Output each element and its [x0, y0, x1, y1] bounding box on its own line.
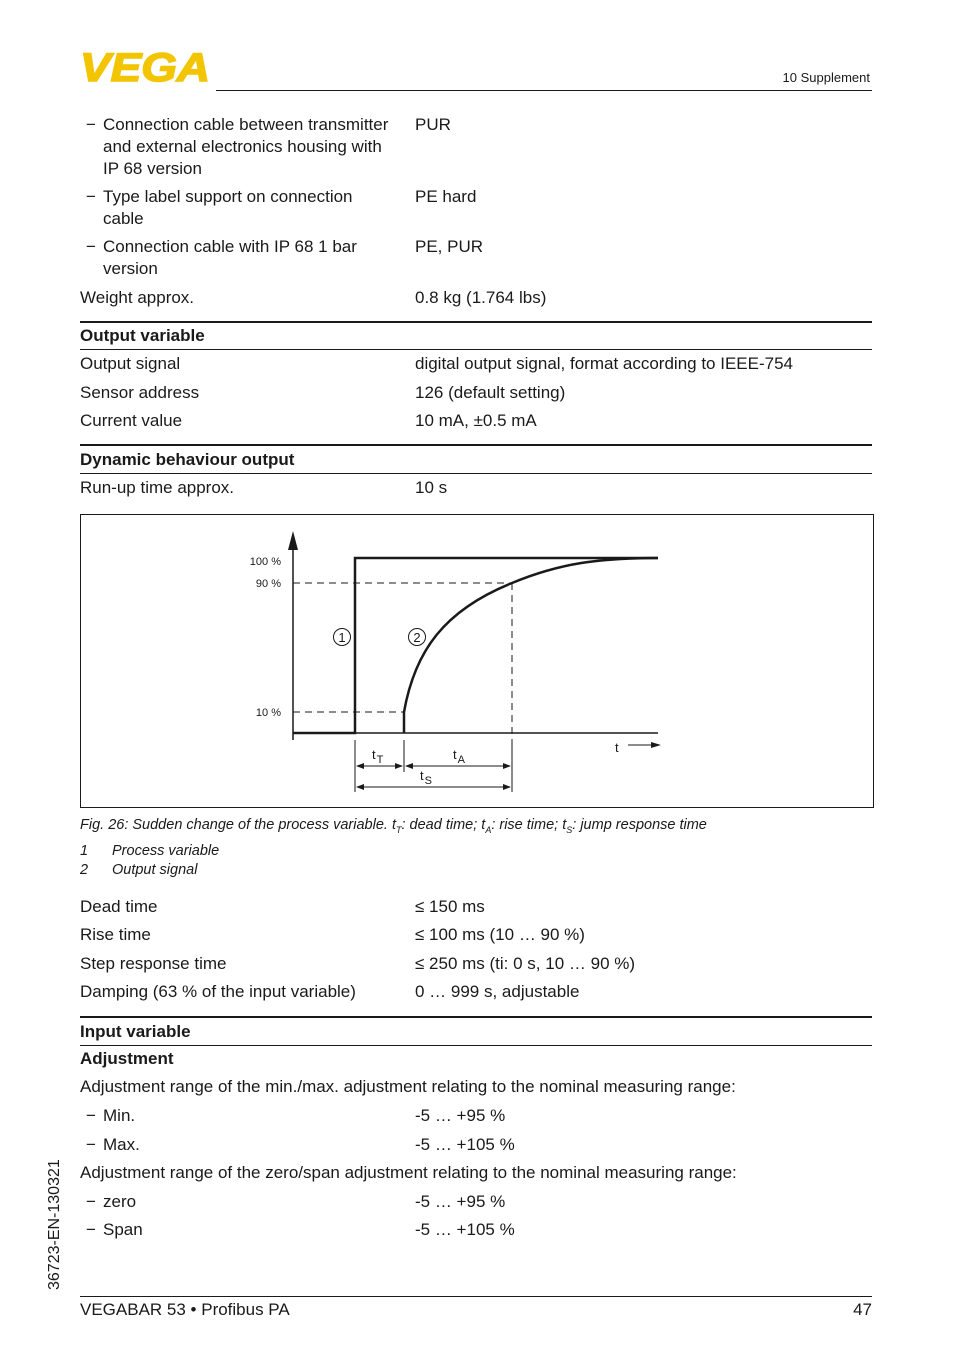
cable-row-label: Connection cable with IP 68 1 bar	[103, 237, 357, 256]
figure-caption: Fig. 26: Sudden change of the process variable. $t_T$: dead time; $t_A$: rise time; $t_S$: jump response time	[80, 817, 707, 835]
tA-label	[453, 747, 466, 766]
tA-sub: A	[457, 754, 465, 766]
dynamic-heading: Dynamic behaviour output	[80, 450, 295, 469]
timing-row-label: Damping (63 % of the input variable)	[80, 982, 356, 1001]
list-dash: −	[86, 237, 96, 256]
dim-arrow-icon	[503, 784, 511, 790]
timing-row-value: ≤ 100 ms (10 … 90 %)	[415, 925, 585, 944]
document-id: 36723-EN-130321	[46, 1159, 63, 1290]
t-axis-label: t	[615, 740, 619, 755]
list-dash: −	[86, 1192, 96, 1211]
adjust-row-value: -5 … +95 %	[415, 1106, 506, 1125]
dim-arrow-icon	[395, 763, 403, 769]
adjust-row-value: -5 … +95 %	[415, 1192, 506, 1211]
cable-row-value: PUR	[415, 115, 451, 134]
adjust-row-label: Max.	[103, 1135, 140, 1154]
legend-num: 2	[80, 862, 89, 878]
timing-row-value: 0 … 999 s, adjustable	[415, 982, 580, 1001]
list-dash: −	[86, 115, 96, 134]
cable-row-label: Connection cable between transmitter	[103, 115, 389, 134]
output-row-value: 126 (default setting)	[415, 383, 566, 402]
zero-span-paragraph: Adjustment range of the zero/span adjustment relating to the nominal measuring range:	[80, 1163, 737, 1182]
tA-base: t	[453, 747, 457, 762]
input-variable-heading: Input variable	[80, 1022, 191, 1041]
output-row-label: Sensor address	[80, 383, 200, 402]
tS-sub: S	[424, 775, 432, 787]
process-variable-step	[293, 558, 658, 733]
output-signal-curve	[404, 558, 658, 733]
runup-value: 10 s	[415, 478, 448, 497]
y-axis-arrow-icon	[288, 531, 298, 550]
weight-value: 0.8 kg (1.764 lbs)	[415, 288, 547, 307]
cable-row-label: IP 68 version	[103, 159, 202, 178]
output-row-label: Current value	[80, 411, 183, 430]
section-title: 10 Supplement	[782, 70, 870, 85]
y-label-90: 90 %	[255, 578, 281, 590]
legend-text: Output signal	[112, 862, 198, 878]
timing-row-label: Dead time	[80, 897, 158, 916]
footer-product: VEGABAR 53 • Profibus PA	[80, 1300, 290, 1319]
dim-arrow-icon	[405, 763, 413, 769]
cable-row-value: PE, PUR	[415, 237, 484, 256]
section-rule	[80, 1016, 872, 1018]
runup-label: Run-up time approx.	[80, 478, 235, 497]
page-number: 47	[853, 1300, 872, 1319]
dim-arrow-icon	[503, 763, 511, 769]
cable-row-label: cable	[103, 209, 144, 228]
cable-row-label: version	[103, 259, 158, 278]
list-dash: −	[86, 187, 96, 206]
legend-text: Process variable	[112, 843, 220, 859]
dim-arrow-icon	[356, 763, 364, 769]
adjust-row-label: Min.	[103, 1106, 136, 1125]
y-label-10: 10 %	[255, 707, 281, 719]
cable-row-label: Type label support on connection	[103, 187, 353, 206]
output-row-label: Output signal	[80, 354, 181, 373]
t-arrow-icon	[651, 742, 661, 748]
tT-sub: T	[376, 754, 384, 766]
footer-rule	[80, 1296, 872, 1297]
callout-2: 2	[413, 630, 421, 645]
tS-label	[420, 768, 432, 787]
cable-row-label: and external electronics housing with	[103, 137, 382, 156]
timing-row-label: Rise time	[80, 925, 151, 944]
y-label-100: 100 %	[249, 556, 281, 568]
tT-label	[372, 747, 384, 766]
adjustment-paragraph: Adjustment range of the min./max. adjustment relating to the nominal measuring range:	[80, 1077, 736, 1096]
list-dash: −	[86, 1220, 96, 1239]
legend-num: 1	[80, 843, 89, 859]
list-dash: −	[86, 1106, 96, 1125]
weight-label: Weight approx.	[80, 288, 195, 307]
adjust-row-value: -5 … +105 %	[415, 1220, 515, 1239]
adjust-row-value: -5 … +105 %	[415, 1135, 515, 1154]
list-dash: −	[86, 1135, 96, 1154]
adjust-row-label: Span	[103, 1220, 143, 1239]
output-row-value: digital output signal, format according to IEEE-754	[415, 354, 793, 373]
tT-base: t	[372, 747, 376, 762]
cable-row-value: PE hard	[415, 187, 477, 206]
tS-base: t	[420, 768, 424, 783]
output-variable-heading: Output variable	[80, 326, 205, 345]
dim-arrow-icon	[356, 784, 364, 790]
timing-row-label: Step response time	[80, 954, 227, 973]
section-rule	[80, 1045, 872, 1046]
adjust-row-label: zero	[103, 1192, 137, 1211]
timing-row-value: ≤ 250 ms (ti: 0 s, 10 … 90 %)	[415, 954, 636, 973]
adjustment-subheading: Adjustment	[80, 1049, 174, 1068]
timing-row-value: ≤ 150 ms	[415, 897, 485, 916]
output-row-value: 10 mA, ±0.5 mA	[415, 411, 537, 430]
vega-logo-text: VEGA	[80, 50, 210, 86]
callout-1: 1	[338, 630, 346, 645]
